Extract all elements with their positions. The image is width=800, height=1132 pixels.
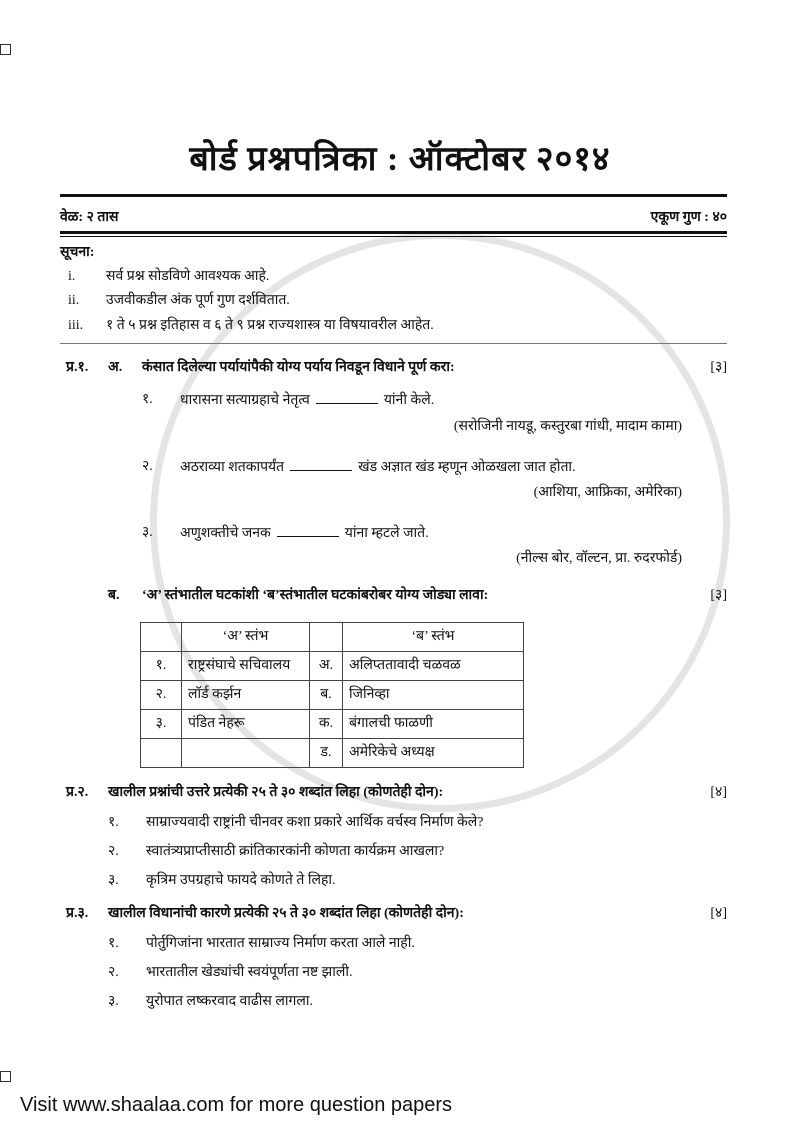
- q1a-item-before: अठराव्या शतकापर्यंत: [180, 460, 285, 475]
- q1a-label: अ.: [108, 360, 123, 375]
- blank: [290, 458, 352, 471]
- q1a-marks: [३]: [710, 360, 727, 375]
- q2-item: [60, 814, 727, 832]
- column-b-cell: अमेरिकेचे अध्यक्ष: [343, 739, 524, 768]
- question-paper-body: [60, 209, 727, 1011]
- row-num-a: २.: [141, 681, 182, 710]
- q1a-item-text: [180, 458, 727, 477]
- q3-label: प्र.३.: [66, 906, 89, 921]
- q3-item: [60, 993, 727, 1011]
- row-num-a: १.: [141, 652, 182, 681]
- table-row: [141, 710, 524, 739]
- total-marks: एकूण गुण : ४०: [650, 210, 727, 225]
- q2-item-num: ३.: [108, 873, 119, 888]
- q1b-text: ‘अ’ स्तंभातील घटकांशी ‘ब’स्तंभातील घटकांबरोबर योग्य जोड्या लावा:: [142, 588, 489, 603]
- q2-heading: [60, 784, 727, 802]
- q1a-item: [60, 458, 727, 477]
- instruction-num: ii.: [68, 293, 80, 308]
- instruction-text: सर्व प्रश्न सोडविणे आवश्यक आहे.: [106, 269, 270, 284]
- instruction-num: i.: [68, 269, 76, 284]
- column-a-cell: पंडित नेहरू: [182, 710, 310, 739]
- q1a-item-num: ३.: [142, 525, 153, 540]
- q1a-item-options: (सरोजिनी नायडू, कस्तुरबा गांधी, मादाम कामा): [453, 419, 682, 434]
- page-marker-top: [0, 44, 11, 55]
- q2-item-text: कृत्रिम उपग्रहाचे फायदे कोणते ते लिहा.: [146, 873, 336, 888]
- q1a-heading: [60, 359, 727, 377]
- row-num-a: [141, 739, 182, 768]
- q2-marks: [४]: [710, 785, 727, 800]
- table-row: [141, 652, 524, 681]
- q2-item: [60, 843, 727, 861]
- q1a-item-num: २.: [142, 459, 153, 474]
- q3-text: खालील विधानांची कारणे प्रत्येकी २५ ते ३० शब्दांत लिहा (कोणतेही दोन):: [108, 906, 464, 921]
- q3-item: [60, 964, 727, 982]
- q1a-item: [60, 391, 727, 410]
- empty-cell: [141, 623, 182, 652]
- q1a-item-after: यांना म्हटले जाते.: [344, 526, 429, 541]
- empty-cell: [310, 623, 343, 652]
- column-a-header: ‘अ’ स्तंभ: [182, 623, 310, 652]
- header-rule-thin: [60, 236, 727, 237]
- q1a-text: कंसात दिलेल्या पर्यायांपैकी योग्य पर्याय निवडून विधाने पूर्ण करा:: [142, 360, 455, 375]
- instruction-num: iii.: [68, 318, 84, 333]
- q1b-heading: [60, 587, 727, 605]
- q1a-item-options: (नील्स बोर, वॉल्टन, प्रा. रुदरफोर्ड): [516, 551, 682, 566]
- q3-marks: [४]: [710, 906, 727, 921]
- footer-link[interactable]: Visit www.shaalaa.com for more question papers: [20, 1094, 453, 1116]
- instruction-text: १ ते ५ प्रश्न इतिहास व ६ ते ९ प्रश्न राज्यशास्त्र या विषयावरील आहेत.: [106, 318, 434, 333]
- page-title: बोर्ड प्रश्नपत्रिका : ऑक्टोबर २०१४: [189, 141, 611, 178]
- row-num-b: क.: [310, 710, 343, 739]
- row-num-b: ब.: [310, 681, 343, 710]
- q3-item-text: युरोपात लष्करवाद वाढीस लागला.: [146, 994, 314, 1009]
- exam-duration: वेळ: २ तास: [60, 210, 119, 225]
- title-rule: [60, 194, 727, 197]
- exam-header: [60, 209, 727, 227]
- q1a-item: [60, 524, 727, 543]
- q1a-item-options: (आशिया, आफ्रिका, अमेरिका): [533, 485, 682, 500]
- instruction-item: [60, 292, 727, 310]
- q3-heading: [60, 905, 727, 923]
- column-b-cell: अलिप्ततावादी चळवळ: [343, 652, 524, 681]
- table-row: [141, 681, 524, 710]
- q2-item-num: २.: [108, 844, 119, 859]
- q1a-item-text: [180, 524, 727, 543]
- instruction-item: [60, 317, 727, 335]
- q1a-item-after: खंड अज्ञात खंड म्हणून ओळखला जात होता.: [358, 460, 576, 475]
- instructions-heading: सूचना:: [60, 245, 95, 260]
- column-a-cell: राष्ट्रसंघाचे सचिवालय: [182, 652, 310, 681]
- q3-item-text: भारतातील खेड्यांची स्वयंपूर्णता नष्ट झाली.: [146, 965, 353, 980]
- q1b-marks: [३]: [710, 588, 727, 603]
- q2-text: खालील प्रश्नांची उत्तरे प्रत्येकी २५ ते ३० शब्दांत लिहा (कोणतेही दोन):: [108, 785, 444, 800]
- q2-item: [60, 872, 727, 890]
- q1-label: प्र.१.: [66, 360, 89, 375]
- column-a-cell: [182, 739, 310, 768]
- instruction-text: उजवीकडील अंक पूर्ण गुण दर्शवितात.: [106, 293, 290, 308]
- q2-item-text: स्वातंत्र्यप्राप्तीसाठी क्रांतिकारकांनी कोणता कार्यक्रम आखला?: [146, 844, 445, 859]
- column-b-cell: जिनिव्हा: [343, 681, 524, 710]
- q2-item-num: १.: [108, 815, 119, 830]
- q2-item-text: साम्राज्यवादी राष्ट्रांनी चीनवर कशा प्रकारे आर्थिक वर्चस्व निर्माण केले?: [146, 815, 484, 830]
- q1a-item-before: अणुशक्तीचे जनक: [180, 526, 271, 541]
- header-rule: [60, 231, 727, 234]
- row-num-b: ड.: [310, 739, 343, 768]
- q1a-item-after: यांनी केले.: [383, 393, 435, 408]
- instruction-item: [60, 268, 727, 286]
- match-table: [140, 622, 524, 768]
- q3-item-num: ३.: [108, 994, 119, 1009]
- q1a-item-num: १.: [142, 392, 153, 407]
- column-b-header: ‘ब’ स्तंभ: [343, 623, 524, 652]
- q3-item-num: १.: [108, 936, 119, 951]
- q1a-item-text: [180, 391, 727, 410]
- q1a-item-before: धारासना सत्याग्रहाचे नेतृत्व: [180, 393, 310, 408]
- table-row: [141, 739, 524, 768]
- blank: [277, 524, 339, 537]
- page-marker-bottom: [0, 1071, 11, 1082]
- row-num-b: अ.: [310, 652, 343, 681]
- q1b-label: ब.: [108, 588, 120, 603]
- blank: [316, 391, 378, 404]
- table-header-row: [141, 623, 524, 652]
- q2-label: प्र.२.: [66, 785, 89, 800]
- q3-item-num: २.: [108, 965, 119, 980]
- q3-item-text: पोर्तुगिजांना भारतात साम्राज्य निर्माण करता आले नाही.: [146, 936, 415, 951]
- column-b-cell: बंगालची फाळणी: [343, 710, 524, 739]
- row-num-a: ३.: [141, 710, 182, 739]
- section-divider: [60, 343, 727, 344]
- q3-item: [60, 935, 727, 953]
- column-a-cell: लॉर्ड कर्झन: [182, 681, 310, 710]
